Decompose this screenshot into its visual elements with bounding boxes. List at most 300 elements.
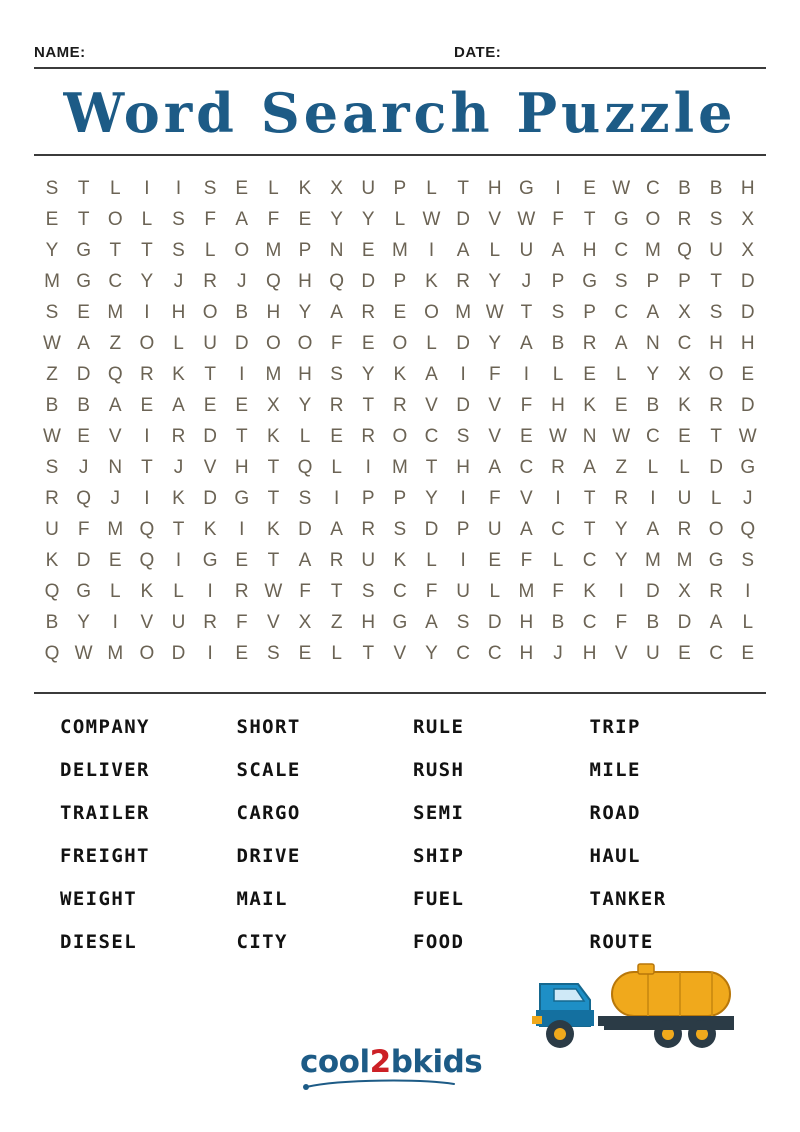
word-list-item: COMPANY (60, 715, 150, 738)
grid-letter: E (77, 301, 90, 323)
grid-letter: D (456, 208, 470, 230)
grid-letter: Y (140, 270, 154, 292)
word-list-item: DIESEL (60, 930, 138, 953)
grid-letter: I (618, 580, 624, 602)
grid-letter: E (235, 549, 249, 571)
grid-letter: I (112, 611, 118, 633)
grid-letter: S (203, 177, 217, 199)
grid-letter: L (299, 425, 311, 447)
grid-letter: D (76, 363, 91, 385)
grid-letter: T (520, 301, 533, 323)
grid-letter: S (45, 301, 59, 323)
grid-letter: Y (298, 394, 312, 416)
grid-letter: I (144, 425, 150, 447)
grid-letter: Y (298, 301, 312, 323)
grid-letter: O (107, 208, 123, 230)
grid-letter: V (140, 611, 154, 633)
grid-letter: I (144, 487, 150, 509)
grid-letter: S (709, 301, 723, 323)
grid-letter: T (109, 239, 122, 261)
grid-letter: A (646, 301, 660, 323)
grid-letter: Q (740, 518, 756, 540)
name-label: NAME: (34, 44, 86, 61)
grid-letter: T (77, 177, 90, 199)
grid-letter: U (709, 239, 723, 261)
grid-letter: Q (44, 642, 60, 664)
grid-letter: S (456, 611, 470, 633)
grid-letter: I (207, 642, 213, 664)
grid-letter: L (489, 580, 501, 602)
grid-row (38, 643, 762, 665)
footer (0, 954, 800, 1104)
grid-letter: R (709, 580, 723, 602)
grid-letter: M (265, 239, 282, 261)
grid-letter: L (552, 363, 564, 385)
grid-letter: O (139, 642, 155, 664)
grid-letter: I (175, 549, 182, 571)
grid-letter: M (676, 549, 693, 571)
logo-text-part2: bkids (390, 1044, 483, 1080)
grid-letter: O (392, 425, 408, 447)
grid-letter: I (460, 549, 466, 571)
grid-letter: W (549, 425, 567, 447)
name-date-row (34, 0, 766, 61)
grid-letter: T (583, 518, 596, 540)
grid-letter: H (551, 394, 565, 416)
grid-letter: I (207, 580, 213, 602)
grid-letter: O (202, 301, 218, 323)
grid-letter: D (171, 642, 186, 664)
word-list-item: RULE (413, 715, 465, 738)
grid-letter: E (488, 549, 502, 571)
grid-letter: R (203, 270, 217, 292)
grid-row (38, 488, 762, 510)
word-list-item: TRIP (589, 715, 641, 738)
word-list-item: ROAD (589, 801, 641, 824)
grid-letter: G (76, 270, 92, 292)
word-list-item: MILE (589, 758, 641, 781)
grid-letter: L (331, 642, 342, 664)
grid-letter: Q (677, 239, 692, 261)
grid-letter: J (110, 487, 120, 509)
grid-letter: F (552, 208, 564, 230)
grid-letter: S (330, 363, 343, 385)
grid-letter: I (333, 487, 340, 509)
grid-letter: B (77, 394, 90, 416)
grid-letter: V (267, 611, 280, 633)
grid-letter: W (264, 580, 283, 602)
grid-letter: V (203, 456, 217, 478)
grid-letter: G (392, 611, 408, 633)
grid-letter: X (741, 239, 755, 261)
grid-letter: C (108, 270, 123, 292)
grid-letter: F (425, 580, 438, 602)
grid-letter: S (614, 270, 628, 292)
grid-letter: K (425, 270, 438, 292)
grid-letter: A (520, 518, 533, 540)
grid-letter: T (362, 394, 375, 416)
grid-letter: L (173, 580, 184, 602)
word-list-item: TANKER (589, 887, 667, 910)
grid-letter: P (551, 270, 565, 292)
grid-letter: L (109, 580, 121, 602)
grid-letter: I (745, 580, 751, 602)
grid-letter: E (235, 642, 249, 664)
grid-row (38, 240, 762, 262)
grid-letter: S (393, 518, 407, 540)
grid-letter: S (172, 239, 185, 261)
grid-letter: Q (107, 363, 123, 385)
grid-letter: O (645, 208, 661, 230)
grid-letter: R (140, 363, 154, 385)
grid-letter: Q (44, 580, 60, 602)
grid-letter: T (583, 487, 596, 509)
grid-letter: H (519, 611, 534, 633)
grid-letter: D (76, 549, 91, 571)
grid-letter: F (520, 549, 533, 571)
grid-letter: I (144, 301, 150, 323)
grid-letter: B (709, 177, 723, 199)
grid-letter: V (488, 208, 502, 230)
grid-letter: W (43, 425, 61, 447)
grid-letter: H (456, 456, 470, 478)
grid-letter: O (392, 332, 408, 354)
grid-letter: R (361, 518, 376, 540)
grid-letter: H (519, 642, 534, 664)
grid-letter: E (583, 363, 596, 385)
grid-letter: K (267, 518, 280, 540)
grid-letter: U (361, 177, 376, 199)
grid-letter: K (393, 549, 407, 571)
grid-letter: O (708, 518, 724, 540)
grid-letter: I (460, 487, 466, 509)
grid-letter: A (298, 549, 312, 571)
grid-letter: W (517, 208, 536, 230)
logo-number: 2 (369, 1044, 391, 1080)
grid-letter: E (77, 425, 90, 447)
grid-letter: R (393, 394, 407, 416)
grid-letter: V (108, 425, 122, 447)
grid-letter: O (234, 239, 250, 261)
grid-letter: T (77, 208, 90, 230)
grid-letter: I (144, 177, 150, 199)
grid-letter: D (456, 394, 470, 416)
grid-letter: D (740, 394, 755, 416)
date-label: DATE: (454, 44, 502, 61)
grid-letter: F (77, 518, 90, 540)
grid-letter: L (268, 177, 279, 199)
grid-letter: S (361, 580, 375, 602)
grid-letter: E (614, 394, 628, 416)
grid-letter: P (393, 270, 407, 292)
grid-letter: K (203, 518, 217, 540)
word-search-grid (34, 162, 766, 684)
grid-letter: U (519, 239, 534, 261)
grid-letter: C (487, 642, 502, 664)
grid-letter: M (455, 301, 472, 323)
grid-letter: G (708, 549, 724, 571)
grid-letter: X (298, 611, 312, 633)
grid-letter: A (77, 332, 90, 354)
grid-letter: F (552, 580, 564, 602)
grid-letter: Y (488, 332, 502, 354)
grid-letter: K (393, 363, 407, 385)
grid-letter: E (393, 301, 407, 323)
grid-row (38, 426, 762, 448)
grid-letter: I (239, 518, 245, 540)
grid-letter: P (393, 487, 407, 509)
grid-letter: S (172, 208, 185, 230)
grid-letter: H (582, 239, 597, 261)
grid-letter: J (173, 456, 184, 478)
grid-letter: M (107, 642, 124, 664)
grid-letter: R (677, 518, 692, 540)
grid-letter: Y (77, 611, 90, 633)
grid-letter: J (553, 642, 563, 664)
grid-letter: R (551, 456, 565, 478)
grid-letter: M (265, 363, 282, 385)
grid-letter: U (203, 332, 217, 354)
page-title: Word Search Puzzle (63, 81, 737, 145)
grid-letter: W (43, 332, 61, 354)
grid-letter: T (267, 549, 280, 571)
grid-letter: A (583, 456, 596, 478)
word-column (60, 716, 237, 974)
grid-letter: A (520, 332, 533, 354)
grid-letter: S (456, 425, 470, 447)
grid-letter: F (488, 487, 501, 509)
grid-letter: Q (139, 549, 155, 571)
grid-letter: H (298, 270, 312, 292)
grid-letter: S (45, 177, 59, 199)
logo-text-part1: cool (300, 1044, 370, 1080)
grid-row (38, 395, 762, 417)
grid-letter: R (203, 611, 217, 633)
grid-letter: C (393, 580, 407, 602)
grid-letter: T (172, 518, 185, 540)
grid-letter: L (615, 363, 627, 385)
grid-letter: A (425, 363, 438, 385)
grid-letter: E (678, 642, 691, 664)
grid-letter: B (45, 611, 59, 633)
grid-letter: K (678, 394, 691, 416)
grid-letter: G (202, 549, 218, 571)
grid-letter: W (485, 301, 504, 323)
grid-letter: S (709, 208, 723, 230)
grid-letter: P (646, 270, 660, 292)
grid-letter: R (582, 332, 597, 354)
grid-letter: R (677, 208, 692, 230)
grid-letter: S (551, 301, 565, 323)
grid-letter: A (456, 239, 470, 261)
grid-letter: F (267, 208, 280, 230)
grid-letter: Z (46, 363, 58, 385)
grid-row (38, 302, 762, 324)
grid-letter: Y (614, 518, 628, 540)
grid-letter: Y (361, 208, 375, 230)
grid-letter: R (361, 425, 376, 447)
grid-letter: Q (76, 487, 92, 509)
grid-letter: X (678, 580, 691, 602)
word-list-item: SCALE (236, 758, 301, 781)
grid-letter: E (361, 239, 375, 261)
grid-letter: A (425, 611, 438, 633)
grid-letter: R (171, 425, 186, 447)
grid-letter: E (298, 208, 312, 230)
grid-letter: L (742, 611, 754, 633)
grid-letter: Q (329, 270, 345, 292)
word-column (590, 716, 767, 974)
grid-letter: D (424, 518, 439, 540)
grid-letter: M (107, 301, 124, 323)
grid-letter: P (583, 301, 596, 323)
grid-letter: Y (330, 208, 343, 230)
grid-letter: K (172, 363, 185, 385)
tanker-truck-icon (520, 954, 750, 1064)
grid-letter: K (583, 580, 596, 602)
grid-letter: K (172, 487, 185, 509)
grid-letter: F (488, 363, 501, 385)
grid-letter: R (45, 487, 59, 509)
grid-letter: E (741, 363, 755, 385)
grid-letter: J (173, 270, 184, 292)
grid-letter: T (710, 425, 722, 447)
brand-logo (300, 1044, 483, 1080)
grid-letter: G (76, 580, 92, 602)
grid-letter: V (425, 394, 438, 416)
grid-letter: A (330, 518, 343, 540)
grid-letter: I (650, 487, 656, 509)
grid-letter: X (678, 363, 691, 385)
grid-letter: X (267, 394, 280, 416)
grid-letter: D (677, 611, 692, 633)
grid-letter: D (456, 332, 470, 354)
word-list-item: SHORT (236, 715, 301, 738)
grid-letter: W (612, 425, 631, 447)
grid-letter: Y (45, 239, 59, 261)
grid-letter: H (740, 332, 755, 354)
grid-letter: M (644, 239, 661, 261)
grid-letter: C (551, 518, 565, 540)
word-list-item: TRAILER (60, 801, 150, 824)
grid-letter: B (646, 611, 660, 633)
grid-letter: L (141, 208, 153, 230)
grid-letter: P (298, 239, 312, 261)
grid-row (38, 581, 762, 603)
grid-letter: A (235, 208, 249, 230)
grid-letter: K (583, 394, 596, 416)
grid-letter: E (678, 425, 691, 447)
grid-letter: F (520, 394, 533, 416)
grid-letter: Y (646, 363, 660, 385)
grid-letter: D (234, 332, 249, 354)
logo-swoosh-icon (302, 1077, 462, 1091)
grid-letter: V (520, 487, 533, 509)
word-list (34, 694, 766, 974)
grid-letter: U (487, 518, 502, 540)
grid-letter: I (175, 177, 182, 199)
grid-letter: A (709, 611, 723, 633)
word-list-item: FOOD (413, 930, 465, 953)
grid-row (38, 457, 762, 479)
grid-letter: E (45, 208, 59, 230)
grid-letter: I (555, 177, 561, 199)
grid-letter: B (235, 301, 249, 323)
grid-letter: F (330, 332, 343, 354)
grid-letter: A (172, 394, 185, 416)
grid-letter: D (203, 487, 217, 509)
grid-letter: E (203, 394, 217, 416)
grid-letter: T (267, 456, 280, 478)
grid-letter: S (267, 642, 280, 664)
grid-row (38, 612, 762, 634)
word-list-item: CITY (236, 930, 288, 953)
grid-letter: D (487, 611, 502, 633)
grid-letter: E (108, 549, 122, 571)
grid-letter: O (139, 332, 155, 354)
grid-letter: F (615, 611, 628, 633)
grid-letter: T (425, 456, 438, 478)
grid-letter: C (646, 177, 660, 199)
grid-letter: Y (488, 270, 502, 292)
grid-letter: L (647, 456, 659, 478)
grid-letter: A (330, 301, 343, 323)
grid-row (38, 364, 762, 386)
grid-letter: L (394, 208, 406, 230)
grid-letter: W (738, 425, 757, 447)
grid-letter: X (330, 177, 343, 199)
word-list-item: SEMI (413, 801, 465, 824)
grid-letter: T (583, 208, 596, 230)
grid-letter: L (204, 239, 216, 261)
grid-letter: S (298, 487, 312, 509)
grid-letter: C (519, 456, 534, 478)
grid-letter: M (518, 580, 535, 602)
grid-letter: T (141, 456, 153, 478)
grid-letter: L (710, 487, 722, 509)
grid-letter: G (518, 177, 534, 199)
word-list-item: HAUL (589, 844, 641, 867)
word-list-item: MAIL (236, 887, 288, 910)
grid-letter: W (612, 177, 631, 199)
grid-letter: X (741, 208, 755, 230)
grid-letter: I (239, 363, 245, 385)
grid-letter: L (173, 332, 184, 354)
grid-letter: R (456, 270, 470, 292)
grid-letter: H (266, 301, 281, 323)
grid-letter: Y (425, 642, 438, 664)
grid-letter: P (393, 177, 407, 199)
grid-letter: C (582, 549, 597, 571)
grid-letter: H (487, 177, 502, 199)
grid-letter: D (203, 425, 217, 447)
grid-letter: N (582, 425, 597, 447)
grid-letter: L (552, 549, 564, 571)
grid-letter: T (235, 425, 248, 447)
grid-letter: A (646, 518, 660, 540)
grid-letter: F (235, 611, 248, 633)
grid-letter: D (740, 301, 755, 323)
grid-letter: E (361, 332, 375, 354)
grid-row (38, 178, 762, 200)
grid-letter: R (329, 549, 344, 571)
grid-letter: J (237, 270, 247, 292)
grid-letter: O (265, 332, 281, 354)
grid-letter: P (456, 518, 470, 540)
grid-letter: V (488, 425, 502, 447)
grid-letter: D (646, 580, 660, 602)
grid-row (38, 271, 762, 293)
